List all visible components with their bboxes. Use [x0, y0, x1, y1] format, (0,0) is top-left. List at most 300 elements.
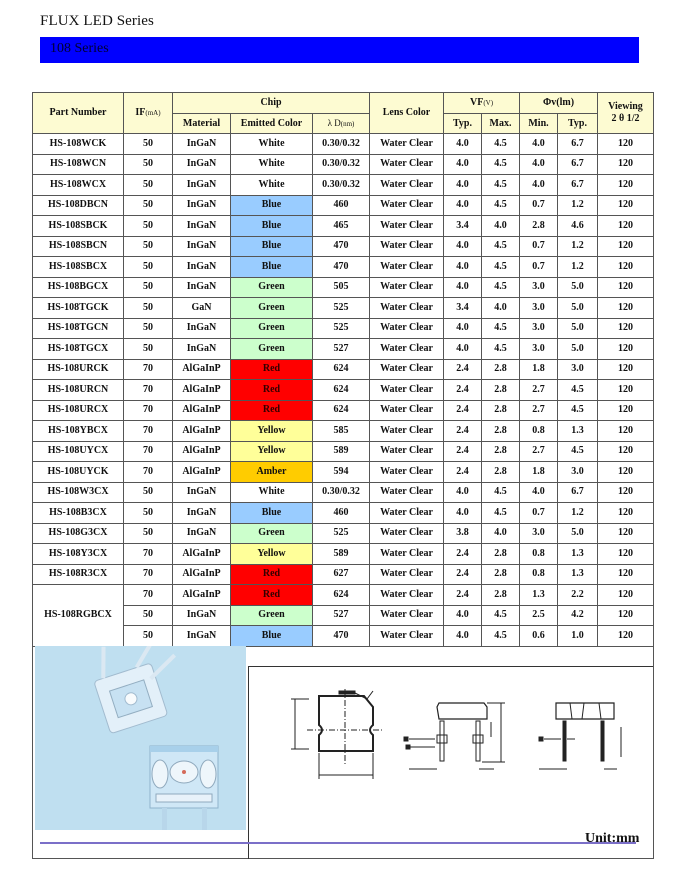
table-row — [33, 523, 654, 544]
lens-color-cell: Water Clear — [370, 175, 444, 196]
wavelength-cell: 525 — [313, 298, 370, 319]
phi-typ-cell: 4.2 — [558, 605, 598, 626]
vf-max-cell: 4.5 — [482, 626, 520, 647]
material-cell: InGaN — [173, 605, 231, 626]
lens-color-cell: Water Clear — [370, 298, 444, 319]
header-vf-typ: Typ. — [444, 114, 482, 134]
phi-min-cell: 0.6 — [520, 626, 558, 647]
vf-typ-cell: 4.0 — [444, 626, 482, 647]
table-body — [33, 134, 654, 647]
phi-min-cell: 1.3 — [520, 585, 558, 606]
part-number-cell: HS-108URCN — [33, 380, 124, 401]
material-cell: InGaN — [173, 257, 231, 278]
viewing-angle-cell: 120 — [598, 626, 654, 647]
table-row — [33, 257, 654, 278]
viewing-angle-cell: 120 — [598, 564, 654, 585]
if-cell: 50 — [124, 503, 173, 524]
emitted-color-cell: White — [231, 154, 313, 175]
viewing-angle-cell: 120 — [598, 380, 654, 401]
if-cell: 50 — [124, 277, 173, 298]
material-cell: AlGaInP — [173, 400, 231, 421]
phi-typ-cell: 6.7 — [558, 482, 598, 503]
part-number-cell: HS-108YBCX — [33, 421, 124, 442]
if-cell: 70 — [124, 421, 173, 442]
phi-typ-cell: 4.6 — [558, 216, 598, 237]
phi-typ-cell: 1.3 — [558, 564, 598, 585]
vf-max-cell: 2.8 — [482, 421, 520, 442]
phi-min-cell: 2.8 — [520, 216, 558, 237]
vf-typ-cell: 2.4 — [444, 564, 482, 585]
vf-max-cell: 4.5 — [482, 154, 520, 175]
phi-min-cell: 0.8 — [520, 544, 558, 565]
lens-color-cell: Water Clear — [370, 462, 444, 483]
vf-max-cell: 2.8 — [482, 585, 520, 606]
part-number-cell: HS-108URCX — [33, 400, 124, 421]
if-cell: 50 — [124, 154, 173, 175]
vf-max-cell: 4.5 — [482, 605, 520, 626]
part-number-cell: HS-108SBCK — [33, 216, 124, 237]
emitted-color-cell: White — [231, 175, 313, 196]
wavelength-cell: 0.30/0.32 — [313, 482, 370, 503]
table-row — [33, 564, 654, 585]
lens-color-cell: Water Clear — [370, 380, 444, 401]
phi-min-cell: 4.0 — [520, 175, 558, 196]
phi-min-cell: 2.7 — [520, 441, 558, 462]
material-cell: InGaN — [173, 134, 231, 155]
material-cell: AlGaInP — [173, 359, 231, 380]
wavelength-cell: 585 — [313, 421, 370, 442]
vf-max-cell: 2.8 — [482, 462, 520, 483]
vf-max-cell: 4.5 — [482, 503, 520, 524]
lens-color-cell: Water Clear — [370, 318, 444, 339]
part-number-cell: HS-108TGCN — [33, 318, 124, 339]
table-row — [33, 134, 654, 155]
emitted-color-cell: Yellow — [231, 441, 313, 462]
emitted-color-cell: Red — [231, 380, 313, 401]
viewing-angle-cell: 120 — [598, 441, 654, 462]
emitted-color-cell: Green — [231, 605, 313, 626]
phi-typ-cell: 1.0 — [558, 626, 598, 647]
emitted-color-cell: Red — [231, 564, 313, 585]
phi-min-cell: 0.7 — [520, 257, 558, 278]
phi-typ-cell: 1.2 — [558, 503, 598, 524]
material-cell: InGaN — [173, 482, 231, 503]
viewing-angle-cell: 120 — [598, 605, 654, 626]
header-emitted-color: Emitted Color — [231, 114, 313, 134]
phi-typ-cell: 4.5 — [558, 400, 598, 421]
phi-typ-cell: 1.2 — [558, 257, 598, 278]
if-cell: 50 — [124, 339, 173, 360]
emitted-color-cell: Blue — [231, 257, 313, 278]
vf-max-cell: 4.5 — [482, 277, 520, 298]
vf-typ-cell: 3.4 — [444, 216, 482, 237]
emitted-color-cell: White — [231, 134, 313, 155]
lens-color-cell: Water Clear — [370, 257, 444, 278]
lens-color-cell: Water Clear — [370, 523, 444, 544]
if-cell: 50 — [124, 175, 173, 196]
viewing-angle-cell: 120 — [598, 134, 654, 155]
phi-min-cell: 3.0 — [520, 298, 558, 319]
vf-typ-cell: 3.4 — [444, 298, 482, 319]
material-cell: InGaN — [173, 195, 231, 216]
vf-max-cell: 2.8 — [482, 380, 520, 401]
header-vf: VF(V) — [444, 93, 520, 114]
material-cell: InGaN — [173, 318, 231, 339]
lens-color-cell: Water Clear — [370, 400, 444, 421]
viewing-angle-cell: 120 — [598, 482, 654, 503]
phi-min-cell: 1.8 — [520, 359, 558, 380]
viewing-angle-cell: 120 — [598, 236, 654, 257]
viewing-angle-cell: 120 — [598, 154, 654, 175]
viewing-angle-cell: 120 — [598, 318, 654, 339]
phi-min-cell: 2.5 — [520, 605, 558, 626]
header-part-number: Part Number — [33, 93, 124, 134]
header-phi-typ: Typ. — [558, 114, 598, 134]
vf-typ-cell: 4.0 — [444, 482, 482, 503]
if-cell: 70 — [124, 585, 173, 606]
phi-min-cell: 4.0 — [520, 482, 558, 503]
table-row — [33, 216, 654, 237]
emitted-color-cell: Green — [231, 523, 313, 544]
header-phi: Φv(lm) — [520, 93, 598, 114]
part-number-cell: HS-108WCK — [33, 134, 124, 155]
table-row — [33, 421, 654, 442]
part-number-cell: HS-108SBCX — [33, 257, 124, 278]
viewing-angle-cell: 120 — [598, 359, 654, 380]
phi-min-cell: 0.8 — [520, 421, 558, 442]
wavelength-cell: 460 — [313, 503, 370, 524]
if-cell: 50 — [124, 216, 173, 237]
wavelength-cell: 470 — [313, 236, 370, 257]
part-number-cell: HS-108WCX — [33, 175, 124, 196]
emitted-color-cell: Green — [231, 277, 313, 298]
lens-color-cell: Water Clear — [370, 564, 444, 585]
part-number-cell: HS-108SBCN — [33, 236, 124, 257]
emitted-color-cell: White — [231, 482, 313, 503]
phi-typ-cell: 5.0 — [558, 298, 598, 319]
viewing-angle-cell: 120 — [598, 421, 654, 442]
material-cell: AlGaInP — [173, 462, 231, 483]
viewing-angle-cell: 120 — [598, 462, 654, 483]
wavelength-cell: 594 — [313, 462, 370, 483]
vf-typ-cell: 4.0 — [444, 195, 482, 216]
vf-max-cell: 4.5 — [482, 318, 520, 339]
if-cell: 50 — [124, 605, 173, 626]
part-number-cell: HS-108URCK — [33, 359, 124, 380]
viewing-angle-cell: 120 — [598, 277, 654, 298]
emitted-color-cell: Red — [231, 400, 313, 421]
header-chip: Chip — [173, 93, 370, 114]
material-cell: AlGaInP — [173, 564, 231, 585]
vf-typ-cell: 2.4 — [444, 544, 482, 565]
lens-color-cell: Water Clear — [370, 605, 444, 626]
phi-typ-cell: 1.2 — [558, 236, 598, 257]
phi-typ-cell: 3.0 — [558, 462, 598, 483]
material-cell: InGaN — [173, 216, 231, 237]
material-cell: GaN — [173, 298, 231, 319]
phi-typ-cell: 5.0 — [558, 318, 598, 339]
vf-typ-cell: 4.0 — [444, 175, 482, 196]
wavelength-cell: 624 — [313, 380, 370, 401]
vf-max-cell: 2.8 — [482, 441, 520, 462]
vf-typ-cell: 2.4 — [444, 585, 482, 606]
if-cell: 70 — [124, 400, 173, 421]
phi-min-cell: 3.0 — [520, 523, 558, 544]
vf-max-cell: 2.8 — [482, 564, 520, 585]
emitted-color-cell: Blue — [231, 216, 313, 237]
page-title: FLUX LED Series — [40, 13, 154, 29]
vf-max-cell: 4.5 — [482, 339, 520, 360]
lens-color-cell: Water Clear — [370, 441, 444, 462]
part-number-cell: HS-108R3CX — [33, 564, 124, 585]
table-row — [33, 441, 654, 462]
vf-max-cell: 4.5 — [482, 134, 520, 155]
phi-typ-cell: 6.7 — [558, 154, 598, 175]
header-viewing: Viewing 2 θ 1/2 — [598, 93, 654, 134]
if-cell: 70 — [124, 544, 173, 565]
lens-color-cell: Water Clear — [370, 626, 444, 647]
vf-max-cell: 4.5 — [482, 482, 520, 503]
header-lambda: λ D(nm) — [313, 114, 370, 134]
table-row — [33, 318, 654, 339]
emitted-color-cell: Green — [231, 298, 313, 319]
wavelength-cell: 527 — [313, 339, 370, 360]
vf-typ-cell: 4.0 — [444, 134, 482, 155]
vf-max-cell: 4.0 — [482, 216, 520, 237]
material-cell: InGaN — [173, 236, 231, 257]
phi-min-cell: 1.8 — [520, 462, 558, 483]
if-cell: 70 — [124, 380, 173, 401]
vf-max-cell: 4.5 — [482, 257, 520, 278]
vf-typ-cell: 2.4 — [444, 400, 482, 421]
phi-typ-cell: 5.0 — [558, 277, 598, 298]
lens-color-cell: Water Clear — [370, 134, 444, 155]
table-row — [33, 236, 654, 257]
if-cell: 50 — [124, 236, 173, 257]
led-product-photo — [35, 646, 246, 830]
emitted-color-cell: Amber — [231, 462, 313, 483]
if-cell: 50 — [124, 257, 173, 278]
wavelength-cell: 0.30/0.32 — [313, 134, 370, 155]
wavelength-cell: 525 — [313, 318, 370, 339]
vf-typ-cell: 4.0 — [444, 154, 482, 175]
vf-typ-cell: 4.0 — [444, 257, 482, 278]
wavelength-cell: 460 — [313, 195, 370, 216]
table-row — [33, 400, 654, 421]
table-row — [33, 503, 654, 524]
viewing-angle-cell: 120 — [598, 298, 654, 319]
material-cell: AlGaInP — [173, 585, 231, 606]
if-cell: 50 — [124, 318, 173, 339]
table-row — [33, 339, 654, 360]
phi-typ-cell: 1.3 — [558, 421, 598, 442]
material-cell: AlGaInP — [173, 544, 231, 565]
phi-typ-cell: 4.5 — [558, 380, 598, 401]
phi-typ-cell: 6.7 — [558, 134, 598, 155]
lens-color-cell: Water Clear — [370, 544, 444, 565]
if-cell: 50 — [124, 523, 173, 544]
wavelength-cell: 0.30/0.32 — [313, 175, 370, 196]
lens-color-cell: Water Clear — [370, 154, 444, 175]
vf-typ-cell: 2.4 — [444, 359, 482, 380]
phi-min-cell: 0.8 — [520, 564, 558, 585]
material-cell: InGaN — [173, 277, 231, 298]
vf-max-cell: 4.0 — [482, 523, 520, 544]
table-row — [33, 359, 654, 380]
if-cell: 70 — [124, 564, 173, 585]
vf-max-cell: 4.0 — [482, 298, 520, 319]
phi-typ-cell: 4.5 — [558, 441, 598, 462]
phi-min-cell: 2.7 — [520, 380, 558, 401]
vf-max-cell: 2.8 — [482, 359, 520, 380]
table-row — [33, 298, 654, 319]
if-cell: 50 — [124, 482, 173, 503]
phi-typ-cell: 1.3 — [558, 544, 598, 565]
vf-max-cell: 2.8 — [482, 400, 520, 421]
phi-typ-cell: 5.0 — [558, 339, 598, 360]
material-cell: AlGaInP — [173, 441, 231, 462]
table-row — [33, 482, 654, 503]
vf-typ-cell: 2.4 — [444, 380, 482, 401]
unit-label: Unit:mm — [585, 831, 640, 846]
vf-typ-cell: 4.0 — [444, 236, 482, 257]
wavelength-cell: 505 — [313, 277, 370, 298]
wavelength-cell: 624 — [313, 400, 370, 421]
led-photo-icon — [35, 646, 246, 830]
series-label: 108 Series — [50, 41, 109, 56]
emitted-color-cell: Blue — [231, 236, 313, 257]
header-vf-max: Max. — [482, 114, 520, 134]
viewing-angle-cell: 120 — [598, 175, 654, 196]
phi-min-cell: 4.0 — [520, 134, 558, 155]
vf-max-cell: 2.8 — [482, 544, 520, 565]
material-cell: InGaN — [173, 339, 231, 360]
table-row — [33, 277, 654, 298]
table-row — [33, 195, 654, 216]
vf-max-cell: 4.5 — [482, 195, 520, 216]
table-row — [33, 626, 654, 647]
part-number-cell: HS-108BGCX — [33, 277, 124, 298]
viewing-angle-cell: 120 — [598, 195, 654, 216]
footer-rule — [40, 842, 636, 844]
phi-min-cell: 0.7 — [520, 236, 558, 257]
part-number-cell: HS-108DBCN — [33, 195, 124, 216]
part-number-cell: HS-108UYCK — [33, 462, 124, 483]
phi-min-cell: 0.7 — [520, 195, 558, 216]
lens-color-cell: Water Clear — [370, 482, 444, 503]
wavelength-cell: 527 — [313, 605, 370, 626]
material-cell: AlGaInP — [173, 421, 231, 442]
table-row — [33, 175, 654, 196]
lens-color-cell: Water Clear — [370, 339, 444, 360]
table-row — [33, 605, 654, 626]
phi-min-cell: 3.0 — [520, 277, 558, 298]
table-row — [33, 154, 654, 175]
part-number-cell: HS-108RGBCX — [33, 585, 124, 647]
vf-typ-cell: 4.0 — [444, 339, 482, 360]
part-number-cell: HS-108UYCX — [33, 441, 124, 462]
viewing-angle-cell: 120 — [598, 503, 654, 524]
if-cell: 70 — [124, 441, 173, 462]
vf-typ-cell: 3.8 — [444, 523, 482, 544]
material-cell: InGaN — [173, 523, 231, 544]
vf-typ-cell: 4.0 — [444, 605, 482, 626]
material-cell: InGaN — [173, 154, 231, 175]
wavelength-cell: 470 — [313, 257, 370, 278]
wavelength-cell: 589 — [313, 544, 370, 565]
viewing-angle-cell: 120 — [598, 339, 654, 360]
if-cell: 50 — [124, 626, 173, 647]
emitted-color-cell: Green — [231, 318, 313, 339]
part-number-cell: HS-108Y3CX — [33, 544, 124, 565]
phi-min-cell: 4.0 — [520, 154, 558, 175]
lens-color-cell: Water Clear — [370, 503, 444, 524]
vf-max-cell: 4.5 — [482, 175, 520, 196]
lens-color-cell: Water Clear — [370, 421, 444, 442]
lens-color-cell: Water Clear — [370, 216, 444, 237]
emitted-color-cell: Green — [231, 339, 313, 360]
spec-table — [32, 92, 654, 647]
header-if: IF(mA) — [124, 93, 173, 134]
lens-color-cell: Water Clear — [370, 359, 444, 380]
phi-typ-cell: 5.0 — [558, 523, 598, 544]
vf-typ-cell: 2.4 — [444, 441, 482, 462]
viewing-angle-cell: 120 — [598, 400, 654, 421]
header-material: Material — [173, 114, 231, 134]
part-number-cell: HS-108TGCX — [33, 339, 124, 360]
viewing-angle-cell: 120 — [598, 585, 654, 606]
viewing-angle-cell: 120 — [598, 257, 654, 278]
part-number-cell: HS-108WCN — [33, 154, 124, 175]
vf-max-cell: 4.5 — [482, 236, 520, 257]
part-number-cell: HS-108B3CX — [33, 503, 124, 524]
if-cell: 50 — [124, 298, 173, 319]
wavelength-cell: 465 — [313, 216, 370, 237]
viewing-angle-cell: 120 — [598, 523, 654, 544]
lens-color-cell: Water Clear — [370, 236, 444, 257]
vf-typ-cell: 4.0 — [444, 503, 482, 524]
emitted-color-cell: Blue — [231, 626, 313, 647]
header-phi-min: Min. — [520, 114, 558, 134]
vf-typ-cell: 2.4 — [444, 421, 482, 442]
if-cell: 50 — [124, 134, 173, 155]
wavelength-cell: 624 — [313, 359, 370, 380]
lens-color-cell: Water Clear — [370, 195, 444, 216]
phi-typ-cell: 3.0 — [558, 359, 598, 380]
part-number-cell: HS-108TGCK — [33, 298, 124, 319]
if-cell: 50 — [124, 195, 173, 216]
table-row — [33, 585, 654, 606]
phi-min-cell: 3.0 — [520, 318, 558, 339]
wavelength-cell: 470 — [313, 626, 370, 647]
table-row — [33, 380, 654, 401]
phi-typ-cell: 1.2 — [558, 195, 598, 216]
viewing-angle-cell: 120 — [598, 544, 654, 565]
wavelength-cell: 525 — [313, 523, 370, 544]
vf-typ-cell: 4.0 — [444, 318, 482, 339]
material-cell: AlGaInP — [173, 380, 231, 401]
wavelength-cell: 627 — [313, 564, 370, 585]
if-cell: 70 — [124, 462, 173, 483]
phi-typ-cell: 6.7 — [558, 175, 598, 196]
phi-min-cell: 3.0 — [520, 339, 558, 360]
wavelength-cell: 624 — [313, 585, 370, 606]
series-banner — [40, 37, 639, 63]
material-cell: InGaN — [173, 626, 231, 647]
wavelength-cell: 589 — [313, 441, 370, 462]
part-number-cell: HS-108W3CX — [33, 482, 124, 503]
if-cell: 70 — [124, 359, 173, 380]
